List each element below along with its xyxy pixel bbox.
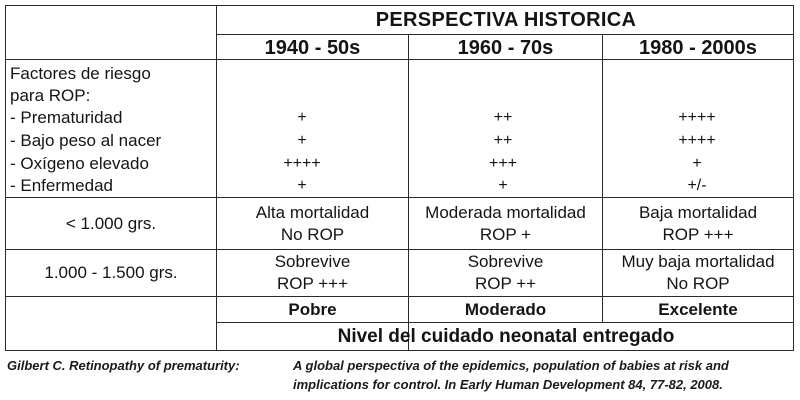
outcome-line: Sobrevive [274, 252, 351, 271]
outcome-line: No ROP [666, 274, 730, 293]
risk-value: ++ [493, 132, 513, 149]
outcome-line: Alta mortalidad [255, 202, 370, 222]
care-level: Moderado [464, 300, 547, 319]
outcome-cell [217, 250, 408, 296]
weight-label: < 1.000 grs. [65, 213, 157, 233]
period-header-2: 1960 - 70s [457, 36, 554, 59]
outcome-line: ROP + [479, 224, 532, 244]
risk-value: + [692, 155, 702, 172]
risk-value: ++ [493, 109, 513, 126]
risk-value: ++++ [678, 132, 716, 149]
outcome-line: ROP +++ [662, 224, 734, 244]
outcome-cell [409, 198, 602, 249]
table-title: PERSPECTIVA HISTORICA [375, 9, 637, 31]
care-footer: Nivel del cuidado neonatal entregado [337, 325, 675, 347]
risk-value: + [498, 177, 508, 194]
outcome-line: ROP ++ [474, 274, 537, 293]
outcome-cell [603, 250, 793, 296]
outcome-cell [217, 198, 408, 249]
period-header-3: 1980 - 2000s [639, 36, 757, 59]
risk-value: + [297, 177, 307, 194]
risk-factor-label: - Prematuridad [10, 108, 123, 127]
risk-factors-heading: Factores de riesgo [10, 64, 151, 83]
outcome-cell [603, 198, 793, 249]
risk-factor-label: - Enfermedad [10, 176, 113, 195]
risk-value: +/- [687, 177, 707, 194]
citation-line-2: implications for control. In Early Human Development 84, 77-82, 2008. [293, 377, 723, 392]
risk-factor-label: - Bajo peso al nacer [10, 131, 162, 150]
citation-source: Gilbert C. Retinopathy of prematurity: [7, 358, 240, 373]
risk-value: + [297, 109, 307, 126]
weight-label: 1.000 - 1.500 grs. [44, 263, 178, 282]
risk-factor-label: - Oxígeno elevado [10, 154, 149, 173]
risk-value: + [297, 132, 307, 149]
care-level: Pobre [288, 300, 337, 319]
outcome-line: ROP +++ [276, 274, 349, 293]
citation-line-1: A global perspectiva of the epidemics, population of babies at risk and [293, 358, 729, 373]
risk-value: +++ [488, 155, 518, 172]
risk-value: ++++ [678, 109, 716, 126]
outcome-cell [409, 250, 602, 296]
outcome-line: Baja mortalidad [638, 202, 758, 222]
risk-value: ++++ [283, 155, 321, 172]
outcome-line: No ROP [280, 224, 345, 244]
risk-factors-heading-2: para ROP: [10, 86, 91, 105]
period-header-1: 1940 - 50s [264, 36, 361, 59]
outcome-line: Sobrevive [467, 252, 544, 271]
outcome-line: Muy baja mortalidad [621, 252, 775, 271]
care-level: Excelente [658, 300, 738, 319]
historical-perspective-table [5, 5, 794, 351]
outcome-line: Moderada mortalidad [425, 202, 586, 222]
